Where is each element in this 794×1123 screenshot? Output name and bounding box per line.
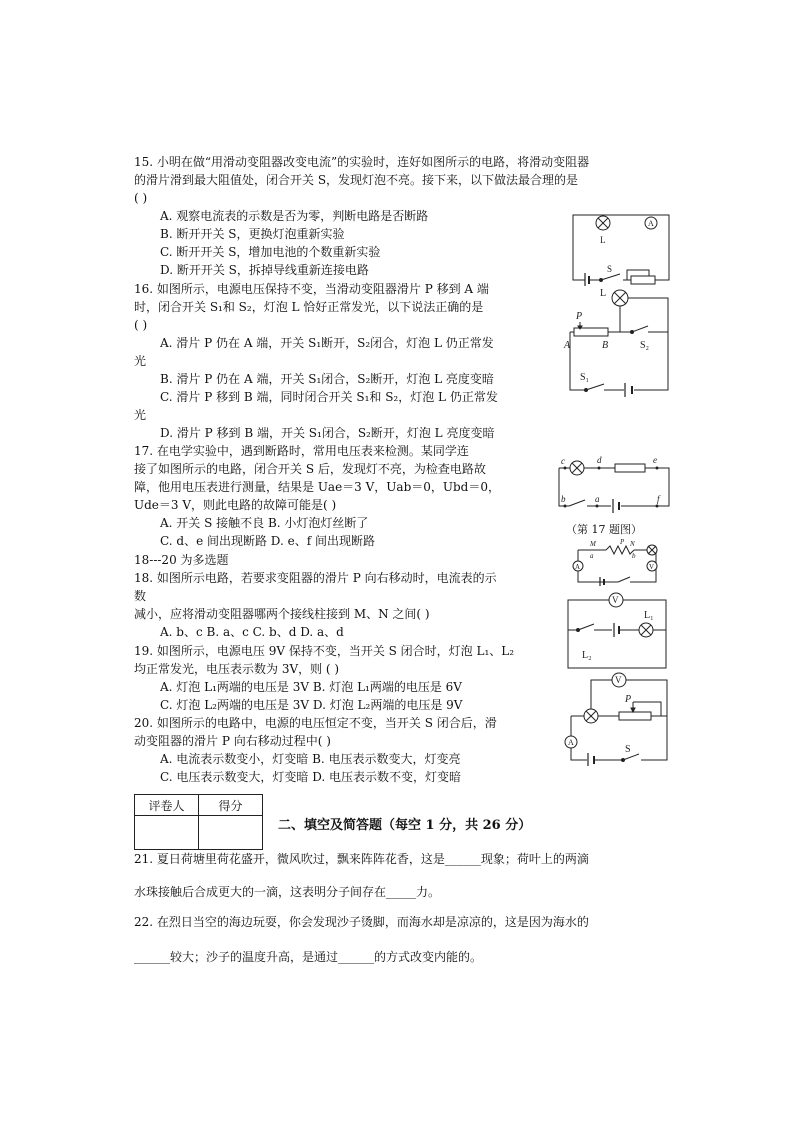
text-line: 光 [134, 408, 147, 422]
text-line: 光 [134, 354, 147, 368]
svg-text:A: A [568, 738, 574, 747]
figure-20-circuit [563, 672, 675, 766]
fig18-m: M [590, 540, 596, 548]
text-line: 20. 如图所示的电路中，电源的电压恒定不变，当开关 S 闭合后，滑 [134, 716, 497, 730]
svg-text:A: A [575, 563, 581, 571]
text-line: 18---20 为多选题 [134, 553, 229, 567]
fig19-l2-label: L₂ [582, 650, 592, 661]
fig17-b: b [561, 494, 566, 504]
figure-15-circuit [565, 210, 677, 286]
svg-text:V: V [612, 595, 619, 605]
text-line: A. 观察电流表的示数是否为零，判断电路是否断路 [160, 209, 429, 223]
text-line: 19. 如图所示，电源电压 9V 保持不变，当开关 S 闭合时，灯泡 L₁、L₂ [134, 644, 515, 658]
fig17-a: a [595, 494, 600, 504]
fig16-b-label: B [602, 340, 609, 351]
text-line: ______较大；沙子的温度升高，是通过______的方式改变内能的。 [134, 950, 483, 964]
fig16-s2-label: S₂ [640, 340, 650, 351]
text-line: Ude＝3 V，则此电路的故障可能是( ) [134, 498, 337, 512]
fig20-p-label: P [625, 694, 632, 705]
fig17-f: f [657, 494, 660, 504]
text-line: 的滑片滑到最大阻值处，闭合开关 S，发现灯泡不亮。接下来，以下做法最合理的是 [134, 173, 579, 187]
fig17-caption: （第 17 题图） [566, 523, 642, 536]
fig20-rheostat [619, 712, 651, 720]
figure-17-circuit [553, 456, 675, 518]
text-line: A. b、c B. a、c C. b、d D. a、d [160, 625, 344, 639]
text-line: 时，闭合开关 S₁和 S₂，灯泡 L 恰好正常发光，以下说法正确的是 [134, 300, 484, 314]
text-line: A. 滑片 P 仍在 A 端，开关 S₁断开，S₂闭合，灯泡 L 仍正常发 [160, 336, 494, 350]
fig18-b: b [632, 552, 636, 560]
text-line: 减小，应将滑动变阻器哪两个接线柱接到 M、N 之间( ) [134, 607, 430, 621]
fig17-resistor [615, 464, 645, 472]
text-line: B. 滑片 P 仍在 A 端，开关 S₁闭合，S₂断开，灯泡 L 亮度变暗 [160, 372, 494, 386]
fig15-lamp-label: L [600, 235, 606, 245]
text-line: 动变阻器的滑片 P 向右移动过程中( ) [134, 734, 331, 748]
text-line: 数 [134, 589, 147, 603]
fig18-a: a [590, 552, 594, 560]
text-line: ( ) [134, 318, 148, 332]
svg-text:V: V [615, 675, 622, 685]
figure-16-circuit [560, 284, 676, 400]
text-line: C. d、e 间出现断路 D. e、f 间出现断路 [160, 534, 375, 548]
figure-18-circuit [566, 538, 666, 586]
fig17-d: d [597, 456, 602, 465]
text-line: C. 灯泡 L₂两端的电压是 3V D. 灯泡 L₂两端的电压是 9V [160, 698, 463, 712]
grader-cell[interactable] [135, 816, 199, 850]
text-line: 21. 夏日荷塘里荷花盛开，微风吹过，飘来阵阵花香，这是______现象；荷叶上的两滴 [134, 852, 589, 866]
text-line: C. 滑片 P 移到 B 端，同时闭合开关 S₁和 S₂，灯泡 L 仍正常发 [160, 390, 498, 404]
text-line: B. 断开开关 S，更换灯泡重新实验 [160, 227, 345, 241]
text-line: ( ) [134, 191, 148, 205]
text-line: D. 滑片 P 移到 B 端，开关 S₁闭合，S₂断开，灯泡 L 亮度变暗 [160, 426, 495, 440]
fig15-rheostat [631, 276, 655, 284]
text-line: 16. 如图所示，电源电压保持不变，当滑动变阻器滑片 P 移到 A 端 [134, 282, 489, 296]
figure-19-circuit [564, 590, 674, 674]
fig17-e: e [653, 456, 657, 465]
text-line: C. 断开开关 S，增加电池的个数重新实验 [160, 245, 381, 259]
grader-header: 评卷人 [135, 795, 199, 816]
fig20-s-label: S [625, 744, 631, 755]
fig15-switch-label: S [607, 264, 613, 274]
text-line: 障，他用电压表进行测量，结果是 Uae＝3 V，Uab＝0，Ubd＝0， [134, 480, 500, 494]
fig19-l1-label: L₁ [644, 610, 654, 621]
fig17-c: c [561, 456, 565, 466]
fig16-rheostat [574, 328, 608, 336]
svg-text:V: V [649, 563, 655, 571]
fig16-p-label: P [576, 311, 583, 322]
score-table [134, 794, 263, 850]
text-line: 22. 在烈日当空的海边玩耍，你会发现沙子烫脚，而海水却是凉凉的，这是因为海水的 [134, 915, 589, 929]
text-line: 18. 如图所示电路，若要求变阻器的滑片 P 向右移动时，电流表的示 [134, 571, 497, 585]
text-line: C. 电压表示数变大，灯变暗 D. 电压表示数不变，灯变暗 [160, 770, 462, 784]
text-line: 水珠接触后合成更大的一滴，这表明分子间存在_____力。 [134, 885, 441, 899]
text-line: 17. 在电学实验中，遇到断路时，常用电压表来检测。某同学连 [134, 444, 469, 458]
text-line: 15. 小明在做“用滑动变阻器改变电流”的实验时，连好如图所示的电路，将滑动变阻器 [134, 155, 590, 169]
text-line: A. 电流表示数变小，灯变暗 B. 电压表示数变大，灯变亮 [160, 752, 461, 766]
text-line: A. 灯泡 L₁两端的电压是 3V B. 灯泡 L₁两端的电压是 6V [160, 680, 462, 694]
score-cell[interactable] [199, 816, 263, 850]
section-2-title: 二、填空及简答题（每空 1 分，共 26 分） [278, 818, 532, 833]
text-line: 接了如图所示的电路，闭合开关 S 后，发现灯不亮，为检查电路故 [134, 462, 486, 476]
fig18-n: N [630, 540, 635, 548]
svg-text:A: A [648, 219, 654, 228]
fig16-a-label: A [564, 340, 571, 351]
fig18-p: P [620, 538, 625, 546]
score-header: 得分 [199, 795, 263, 816]
fig16-s1-label: S₁ [580, 372, 590, 383]
fig16-lamp-label: L [600, 288, 607, 299]
text-line: 均正常发光，电压表示数为 3V，则 ( ) [134, 662, 340, 676]
text-line: D. 断开开关 S，拆掉导线重新连接电路 [160, 263, 369, 277]
text-line: A. 开关 S 接触不良 B. 小灯泡灯丝断了 [160, 516, 369, 530]
